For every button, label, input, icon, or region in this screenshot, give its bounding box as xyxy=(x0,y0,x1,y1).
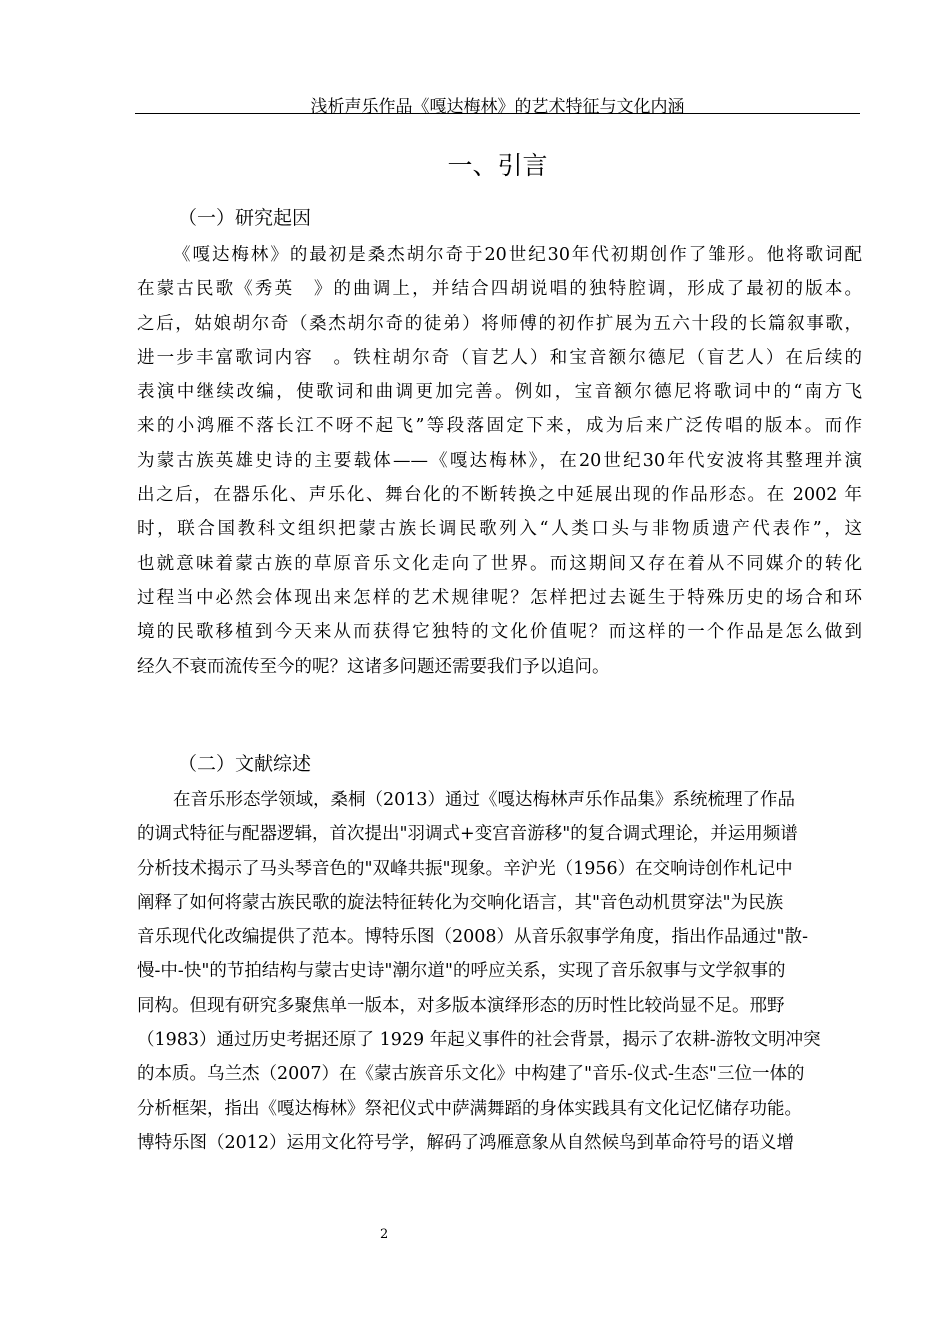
text-line: 在音乐形态学领域，桑桐（2013）通过《嘎达梅林声乐作品集》系统梳理了作品 xyxy=(173,790,796,810)
text-line: 过程当中必然会体现出来怎样的艺术规律呢？怎样把过去诞生于特殊历史的场合和环 xyxy=(137,587,862,608)
text-line: （1983）通过历史考据还原了 1929 年起义事件的社会背景，揭示了农耕-游牧文明冲突 xyxy=(137,1030,821,1051)
text-line: 阐释了如何将蒙古族民歌的旋法特征转化为交响化语言，其"音色动机贯穿法"为民族 xyxy=(137,892,784,913)
text-line: 表演中继续改编，使歌词和曲调更加完善。例如，宝音额尔德尼将歌词中的“南方飞 xyxy=(137,382,862,403)
text-line: 慢-中-快"的节拍结构与蒙古史诗"潮尔道"的呼应关系，实现了音乐叙事与文学叙事的 xyxy=(137,961,786,982)
text-line: 之后，姑娘胡尔奇（桑杰胡尔奇的徒弟）将师傅的初作扩展为五六十段的长篇叙事歌， xyxy=(137,313,862,334)
text-line: 音乐现代化改编提供了范本。博特乐图（2008）从音乐叙事学角度，指出作品通过"散- xyxy=(137,927,808,948)
paragraph-literature-review xyxy=(137,783,862,1160)
text-line: 的调式特征与配器逻辑，首次提出"羽调式+变宫音游移"的复合调式理论，并运用频谱 xyxy=(137,824,798,845)
section-title: 一、引言 xyxy=(447,151,548,180)
page-number: 2 xyxy=(380,1227,389,1242)
text-line: 在蒙古民歌《秀英 》的曲调上，并结合四胡说唱的独特腔调，形成了最初的版本。 xyxy=(137,279,862,300)
text-line: 也就意味着蒙古族的草原音乐文化走向了世界。而这期间又存在着从不同媒介的转化 xyxy=(137,553,862,574)
subsection-title-research-motivation: （一）研究起因 xyxy=(178,207,312,229)
text-line: 出之后，在器乐化、声乐化、舞台化的不断转换之中延展出现的作品形态。在 2002 年 xyxy=(137,485,862,506)
text-line: 的本质。乌兰杰（2007）在《蒙古族音乐文化》中构建了"音乐-仪式-生态"三位一体的 xyxy=(137,1064,805,1085)
text-line: 《嘎达梅林》的最初是桑杰胡尔奇于20世纪30年代初期创作了雏形。他将歌词配 xyxy=(173,245,862,265)
text-line: 分析技术揭示了马头琴音色的"双峰共振"现象。辛沪光（1956）在交响诗创作札记中 xyxy=(137,858,793,879)
text-line: 同构。但现有研究多聚焦单一版本，对多版本演绎形态的历时性比较尚显不足。邢野 xyxy=(137,995,785,1016)
text-line: 来的小鸿雁不落长江不呀不起飞”等段落固定下来，成为后来广泛传唱的版本。而作 xyxy=(137,416,862,437)
paragraph-research-motivation xyxy=(137,238,862,684)
subsection-title-literature-review: （二）文献综述 xyxy=(178,753,312,775)
running-header: 浅析声乐作品《嘎达梅林》的艺术特征与文化内涵 xyxy=(310,97,685,117)
text-line: 经久不衰而流传至今的呢？这诸多问题还需要我们予以追问。 xyxy=(137,656,610,677)
text-line: 境的民歌移植到今天来从而获得它独特的文化价值呢？而这样的一个作品是怎么做到 xyxy=(137,622,862,643)
header-divider xyxy=(135,113,860,114)
text-line: 为蒙古族英雄史诗的主要载体——《嘎达梅林》，在20世纪30年代安波将其整理并演 xyxy=(137,450,862,471)
text-line: 分析框架，指出《嘎达梅林》祭祀仪式中萨满舞蹈的身体实践具有文化记忆储存功能。 xyxy=(137,1098,802,1119)
text-line: 时，联合国教科文组织把蒙古族长调民歌列入“人类口头与非物质遗产代表作”，这 xyxy=(137,519,862,540)
text-line: 博特乐图（2012）运用文化符号学，解码了鸿雁意象从自然候鸟到革命符号的语义增 xyxy=(137,1132,795,1153)
text-line: 进一步丰富歌词内容 。铁柱胡尔奇（盲艺人）和宝音额尔德尼（盲艺人）在后续的 xyxy=(137,347,862,368)
